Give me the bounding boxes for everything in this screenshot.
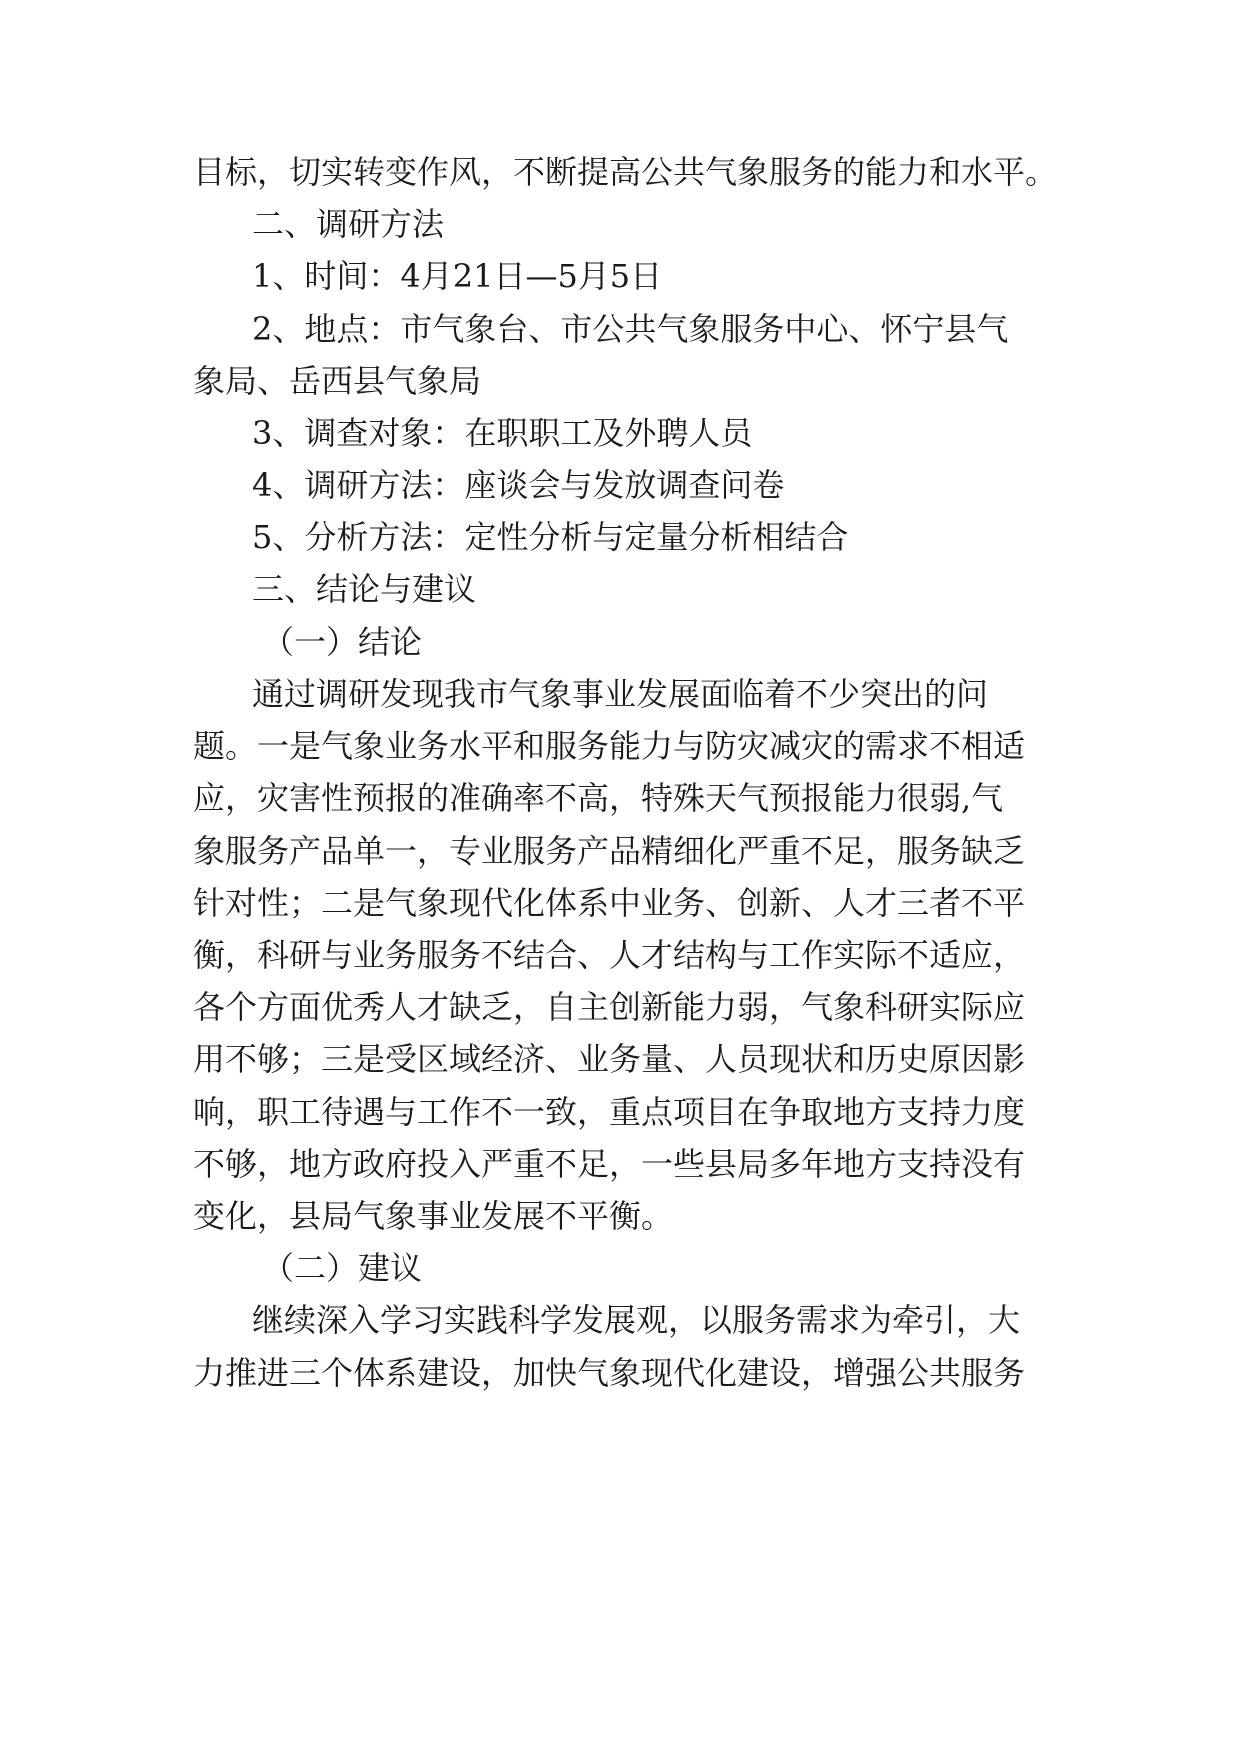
subsection-heading-suggestion: （二）建议 — [262, 1249, 423, 1287]
section-heading-methods: 二、调研方法 — [252, 205, 445, 243]
list-item-subjects: 3、调查对象：在职职工及外聘人员 — [252, 414, 753, 452]
list-item-method: 4、调研方法：座谈会与发放调查问卷 — [252, 466, 785, 504]
paragraph-line: 响，职工待遇与工作不一致，重点项目在争取地方支持力度 — [193, 1093, 1026, 1131]
paragraph-line: 象服务产品单一，专业服务产品精细化严重不足，服务缺乏 — [193, 832, 1026, 870]
paragraph-line: 不够，地方政府投入严重不足，一些县局多年地方支持没有 — [193, 1145, 1026, 1183]
paragraph-line: 变化，县局气象事业发展不平衡。 — [193, 1197, 674, 1235]
subsection-heading-conclusion: （一）结论 — [262, 623, 423, 661]
section-heading-conclusions: 三、结论与建议 — [252, 570, 477, 608]
paragraph-line: 各个方面优秀人才缺乏，自主创新能力弱，气象科研实际应 — [193, 988, 1026, 1026]
list-item-location-cont: 象局、岳西县气象局 — [193, 362, 482, 400]
paragraph-line: 继续深入学习实践科学发展观，以服务需求为牵引，大 — [252, 1301, 1021, 1339]
paragraph-line: 用不够；三是受区域经济、业务量、人员现状和历史原因影 — [193, 1040, 1026, 1078]
paragraph-line: 应，灾害性预报的准确率不高，特殊天气预报能力很弱,气 — [193, 779, 1004, 817]
paragraph-line: 衡，科研与业务服务不结合、人才结构与工作实际不适应， — [193, 936, 1026, 974]
list-item-time: 1、时间：4月21日—5月5日 — [252, 257, 663, 295]
paragraph-line: 力推进三个体系建设，加快气象现代化建设，增强公共服务 — [193, 1354, 1026, 1392]
paragraph-line: 通过调研发现我市气象事业发展面临着不少突出的问 — [252, 675, 989, 713]
list-item-location: 2、地点：市气象台、市公共气象服务中心、怀宁县气 — [252, 310, 1009, 348]
paragraph-line: 针对性；二是气象现代化体系中业务、创新、人才三者不平 — [193, 884, 1026, 922]
paragraph-line: 题。一是气象业务水平和服务能力与防灾减灾的需求不相适 — [193, 727, 1026, 765]
list-item-analysis: 5、分析方法：定性分析与定量分析相结合 — [252, 518, 849, 556]
paragraph-line: 目标，切实转变作风，不断提高公共气象服务的能力和水平。 — [193, 153, 1058, 191]
